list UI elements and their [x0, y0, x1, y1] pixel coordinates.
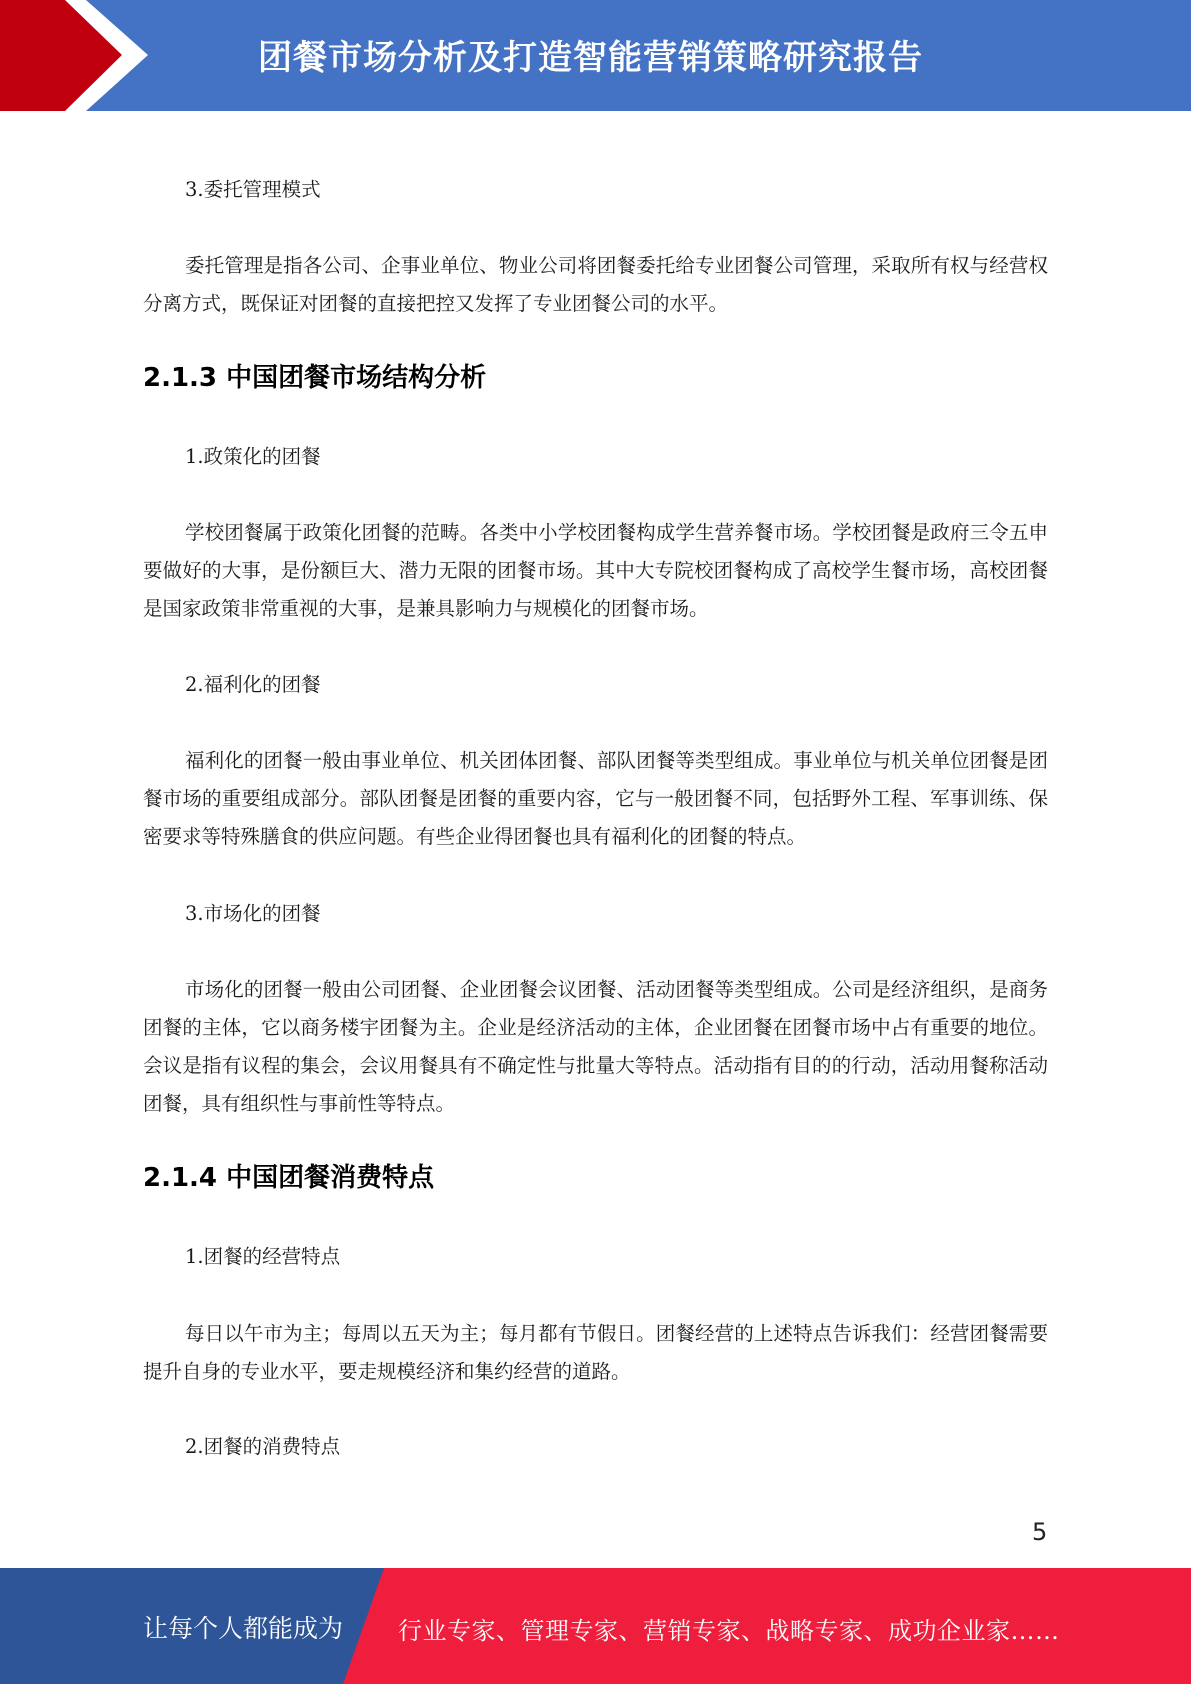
- section-heading-2-1-3: 2.1.3 中国团餐市场结构分析: [143, 363, 487, 393]
- paragraph-policy-catering: 学校团餐属于政策化团餐的范畴。各类中小学校团餐构成学生营养餐市场。学校团餐是政府三令五申要做好的大事，是份额巨大、潜力无限的团餐市场。其中大专院校团餐构成了高校学生餐市场，高校团餐是国家政策非常重视的大事，是兼具影响力与规模化的团餐市场。: [143, 521, 1048, 620]
- subsection-operation-features: 1.团餐的经营特点: [185, 1245, 341, 1268]
- paragraph-entrust-mode: 委托管理是指各公司、企事业单位、物业公司将团餐委托给专业团餐公司管理，采取所有权与经营权分离方式，既保证对团餐的直接把控又发挥了专业团餐公司的水平。: [143, 254, 1048, 315]
- paragraph-welfare-catering: 福利化的团餐一般由事业单位、机关团体团餐、部队团餐等类型组成。事业单位与机关单位团餐是团餐市场的重要组成部分。部队团餐是团餐的重要内容，它与一般团餐不同，包括野外工程、军事训练、保密要求等特殊膳食的供应问题。有些企业得团餐也具有福利化的团餐的特点。: [143, 749, 1048, 848]
- subsection-welfare-catering: 2.福利化的团餐: [185, 673, 321, 696]
- footer-slogan-right: 行业专家、管理专家、营销专家、战略专家、成功企业家……: [398, 1617, 1060, 1645]
- section-heading-2-1-4: 2.1.4 中国团餐消费特点: [143, 1163, 435, 1193]
- subsection-policy-catering: 1.政策化的团餐: [185, 445, 321, 468]
- report-title: 团餐市场分析及打造智能营销策略研究报告: [258, 38, 923, 78]
- paragraph-market-catering: 市场化的团餐一般由公司团餐、企业团餐会议团餐、活动团餐等类型组成。公司是经济组织，是商务团餐的主体，它以商务楼宇团餐为主。企业是经济活动的主体，企业团餐在团餐市场中占有重要的地位。会议是指有议程的集会，会议用餐具有不确定性与批量大等特点。活动指有目的的行动，活动用餐称活动团餐，具有组织性与事前性等特点。: [143, 978, 1048, 1115]
- subsection-entrust-mode: 3.委托管理模式: [185, 178, 321, 201]
- paragraph-operation-features: 每日以午市为主；每周以五天为主；每月都有节假日。团餐经营的上述特点告诉我们：经营团餐需要提升自身的专业水平，要走规模经济和集约经营的道路。: [143, 1322, 1048, 1383]
- subsection-consumption-features: 2.团餐的消费特点: [185, 1435, 341, 1458]
- header-arrow-decoration: [0, 0, 160, 111]
- header-banner: [0, 0, 1191, 111]
- footer-slogan-left: 让每个人都能成为: [143, 1614, 344, 1643]
- subsection-market-catering: 3.市场化的团餐: [185, 902, 321, 925]
- page-number: 5: [1032, 1518, 1048, 1546]
